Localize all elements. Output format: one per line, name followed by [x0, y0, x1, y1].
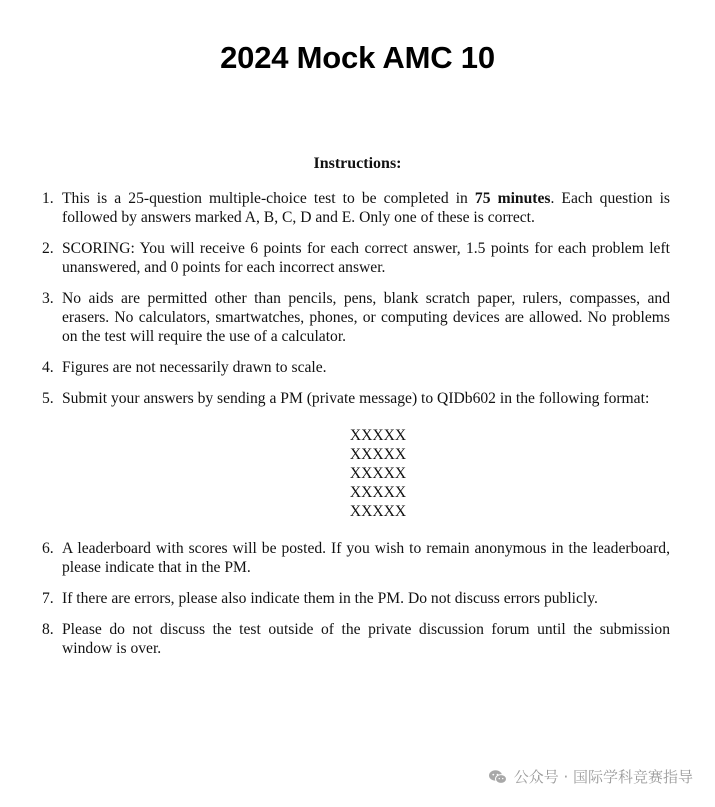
- instruction-item-4: [38, 358, 670, 377]
- answer-format-line: XXXXX: [349, 484, 407, 501]
- instruction-item-7: [38, 589, 670, 608]
- answer-format-block: [62, 426, 670, 521]
- instruction-item-3: [38, 289, 670, 346]
- answer-format-line: XXXXX: [349, 503, 407, 520]
- instruction-item-8: [38, 620, 670, 658]
- item-text: If there are errors, please also indicate them in the PM. Do not discuss errors publicly.: [62, 590, 598, 607]
- item-text: No aids are permitted other than pencils, pens, blank scratch paper, rulers, compasses, and erasers. No calculators, smartwatches, phones, or computing devices are allowed. No problems on the test will require the use of a calculator.: [62, 290, 670, 345]
- item-number: 6.: [42, 540, 54, 557]
- item-number: 8.: [42, 621, 54, 638]
- instruction-item-2: [38, 239, 670, 277]
- watermark-text: 公众号 · 国际学科竞赛指导: [513, 768, 693, 786]
- item-number: 3.: [42, 290, 54, 307]
- answer-format-line: XXXXX: [349, 427, 407, 444]
- item-number: 7.: [42, 590, 54, 607]
- item-number: 5.: [42, 390, 54, 407]
- instructions-list: [38, 189, 670, 670]
- instruction-item-1: [38, 189, 670, 227]
- item-text: Figures are not necessarily drawn to scale.: [62, 359, 327, 376]
- item-text-pre: This is a 25-question multiple-choice test to be completed in: [62, 190, 475, 207]
- time-limit: 75 minutes: [474, 190, 551, 207]
- item-text: Please do not discuss the test outside of the private discussion forum until the submission window is over.: [62, 621, 670, 657]
- item-number: 1.: [42, 190, 54, 207]
- item-text: Submit your answers by sending a PM (private message) to QIDb602 in the following format:: [62, 390, 650, 407]
- answer-format-line: XXXXX: [349, 465, 407, 482]
- instructions-heading: Instructions:: [313, 155, 402, 172]
- item-text-post: . Each question is followed by answers marked A, B, C, D and E. Only one of these is correct.: [62, 190, 670, 226]
- item-number: 4.: [42, 359, 54, 376]
- item-text: A leaderboard with scores will be posted. If you wish to remain anonymous in the leaderboard, please indicate that in the PM.: [62, 540, 670, 576]
- instruction-item-6: [38, 539, 670, 577]
- wechat-icon: [488, 769, 508, 785]
- item-text: SCORING: You will receive 6 points for each correct answer, 1.5 points for each problem left unanswered, and 0 points for each incorrect answer.: [62, 240, 670, 276]
- instruction-item-5: [38, 389, 670, 521]
- document-title: 2024 Mock AMC 10: [220, 40, 495, 75]
- item-number: 2.: [42, 240, 54, 257]
- answer-format-line: XXXXX: [349, 446, 407, 463]
- watermark: [488, 766, 693, 787]
